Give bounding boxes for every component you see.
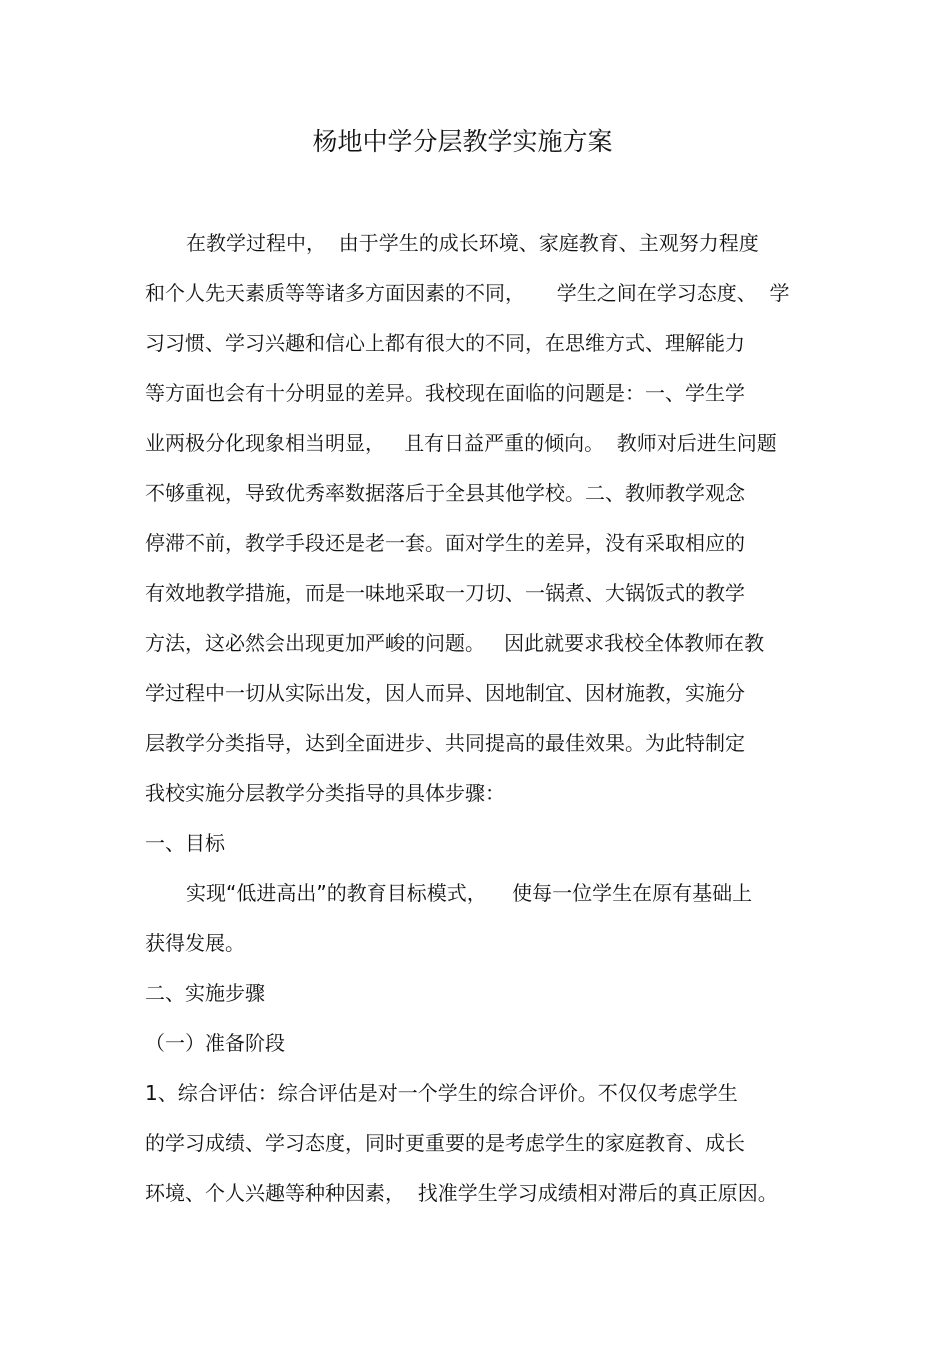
- section1-line-2: 获得发展。: [145, 931, 245, 955]
- intro-line-1: 在教学过程中， 由于学生的成长环境、家庭教育、主观努力程度: [186, 231, 759, 255]
- intro-line-4: 等方面也会有十分明显的差异。我校现在面临的问题是：一、学生学: [145, 381, 745, 405]
- section2-item1-line-2: 的学习成绩、学习态度，同时更重要的是考虑学生的家庭教育、成长: [145, 1131, 745, 1155]
- section2-item1-line-1: 1、综合评估：综合评估是对一个学生的综合评价。不仅仅考虑学生: [145, 1081, 738, 1105]
- intro-line-10: 学过程中一切从实际出发，因人而异、因地制宜、因材施教，实施分: [145, 681, 745, 705]
- intro-line-8: 有效地教学措施，而是一味地采取一刀切、一锅煮、大锅饭式的教学: [145, 581, 745, 605]
- section2-sub-heading: （一）准备阶段: [145, 1031, 285, 1055]
- intro-line-11: 层教学分类指导，达到全面进步、共同提高的最佳效果。为此特制定: [145, 731, 745, 755]
- intro-line-7: 停滞不前，教学手段还是老一套。面对学生的差异，没有采取相应的: [145, 531, 745, 555]
- section2-item1-line-3: 环境、个人兴趣等种种因素， 找准学生学习成绩相对滞后的真正原因。: [145, 1181, 778, 1205]
- intro-line-6: 不够重视，导致优秀率数据落后于全县其他学校。二、教师教学观念: [145, 481, 745, 505]
- intro-line-5: 业两极分化现象相当明显， 且有日益严重的倾向。 教师对后进生问题: [145, 431, 777, 455]
- intro-line-3: 习习惯、学习兴趣和信心上都有很大的不同，在思维方式、理解能力: [145, 331, 745, 355]
- section2-heading: 二、实施步骤: [145, 981, 265, 1005]
- section1-heading: 一、目标: [145, 831, 225, 855]
- section1-line-1: 实现“低进高出”的教育目标模式， 使每一位学生在原有基础上: [186, 881, 753, 905]
- intro-line-2: 和个人先天素质等等诸多方面因素的不同， 学生之间在学习态度、 学: [145, 281, 790, 305]
- document-title: 杨地中学分层教学实施方案: [312, 127, 613, 156]
- intro-line-12: 我校实施分层教学分类指导的具体步骤：: [145, 781, 505, 805]
- intro-line-9: 方法，这必然会出现更加严峻的问题。 因此就要求我校全体教师在教: [145, 631, 765, 655]
